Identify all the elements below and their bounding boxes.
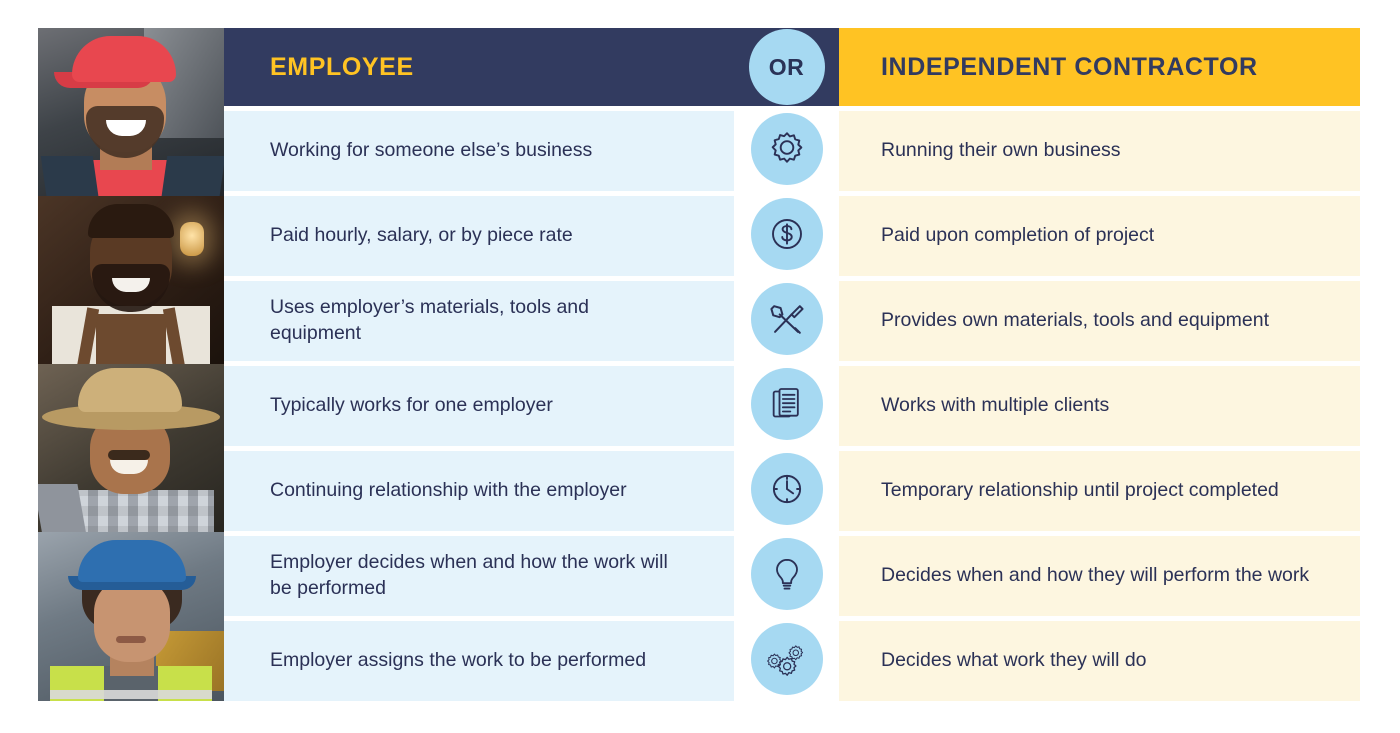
photo-rancher-with-cowboy-hat bbox=[38, 364, 224, 532]
employee-cell: Employer decides when and how the work will be performed bbox=[224, 531, 734, 616]
employee-cell: Continuing relationship with the employer bbox=[224, 446, 734, 531]
header-employee-label: EMPLOYEE bbox=[270, 52, 414, 81]
employee-cell: Typically works for one employer bbox=[224, 361, 734, 446]
contractor-cell: Paid upon completion of project bbox=[839, 191, 1360, 276]
icon-cell bbox=[734, 276, 839, 361]
table-row bbox=[224, 361, 1360, 446]
table-row bbox=[224, 191, 1360, 276]
face-shape bbox=[94, 578, 170, 662]
lightbulb-icon bbox=[751, 538, 823, 610]
icon-cell bbox=[734, 106, 839, 191]
table-header-row bbox=[224, 28, 1360, 106]
employee-cell: Working for someone else’s business bbox=[224, 106, 734, 191]
comparison-table bbox=[224, 28, 1360, 701]
gear-icon bbox=[751, 113, 823, 185]
table-row bbox=[224, 106, 1360, 191]
contractor-cell: Running their own business bbox=[839, 106, 1360, 191]
photo-construction-worker-hard-hat bbox=[38, 532, 224, 701]
icon-cell bbox=[734, 531, 839, 616]
icon-cell bbox=[734, 446, 839, 531]
header-contractor-label: INDEPENDENT CONTRACTOR bbox=[881, 52, 1258, 81]
contractor-cell: Decides what work they will do bbox=[839, 616, 1360, 701]
employee-cell: Paid hourly, salary, or by piece rate bbox=[224, 191, 734, 276]
contractor-cell: Provides own materials, tools and equipment bbox=[839, 276, 1360, 361]
table-row bbox=[224, 531, 1360, 616]
table-row bbox=[224, 276, 1360, 361]
red-cap-shape bbox=[72, 36, 176, 82]
clock-icon bbox=[751, 453, 823, 525]
icon-cell bbox=[734, 616, 839, 701]
contractor-cell: Works with multiple clients bbox=[839, 361, 1360, 446]
vest-left-shape bbox=[41, 156, 99, 196]
header-employee-column bbox=[224, 28, 734, 106]
contractor-cell: Temporary relationship until project completed bbox=[839, 446, 1360, 531]
icon-cell bbox=[734, 191, 839, 276]
header-center-column bbox=[734, 28, 839, 106]
table-row bbox=[224, 616, 1360, 701]
photo-delivery-driver-red-cap bbox=[38, 28, 224, 196]
table-body bbox=[224, 106, 1360, 701]
blue-hard-hat-shape bbox=[78, 540, 186, 582]
photo-barista-with-apron bbox=[38, 196, 224, 364]
table-row bbox=[224, 446, 1360, 531]
tools-wrench-screwdriver-icon bbox=[751, 283, 823, 355]
hair-shape bbox=[88, 204, 174, 238]
contractor-cell: Decides when and how they will perform the work bbox=[839, 531, 1360, 616]
clipboard-documents-icon bbox=[751, 368, 823, 440]
straw-hat-crown-shape bbox=[78, 368, 182, 412]
hanging-lamp-shape bbox=[180, 222, 204, 256]
vest-right-shape bbox=[161, 156, 224, 196]
employee-cell: Uses employer’s materials, tools and equipment bbox=[224, 276, 734, 361]
employee-vs-contractor-infographic bbox=[38, 28, 1360, 701]
employee-cell: Employer assigns the work to be performed bbox=[224, 616, 734, 701]
or-badge: OR bbox=[749, 29, 825, 105]
vest-reflective-stripe bbox=[50, 690, 212, 699]
multiple-gears-icon bbox=[751, 623, 823, 695]
header-contractor-column bbox=[839, 28, 1360, 106]
apron-shape bbox=[96, 314, 166, 364]
photo-strip bbox=[38, 28, 224, 701]
mustache-shape bbox=[108, 450, 150, 460]
mouth-shape bbox=[116, 636, 146, 643]
icon-cell bbox=[734, 361, 839, 446]
dollar-coin-icon bbox=[751, 198, 823, 270]
